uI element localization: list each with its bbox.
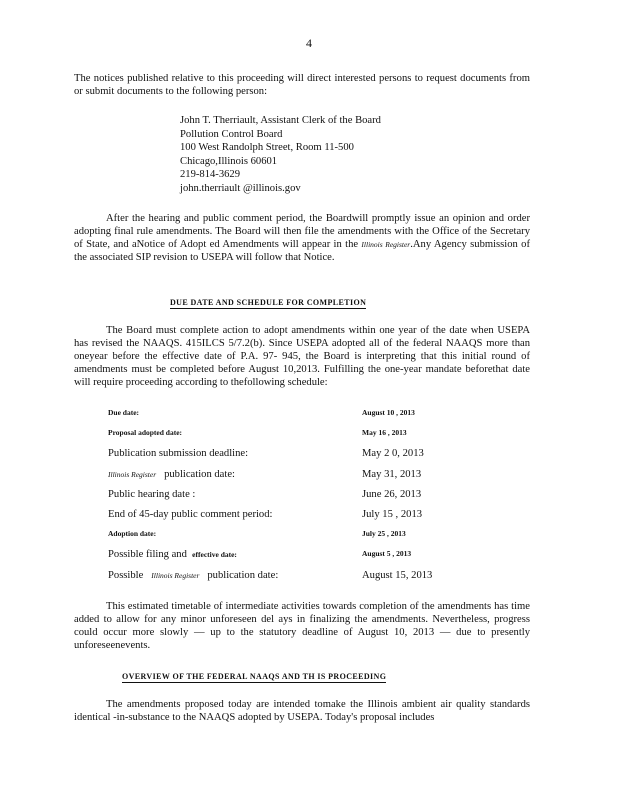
schedule-label: Publication submission deadline: bbox=[108, 448, 249, 460]
schedule-label-rest: publication date: bbox=[207, 569, 279, 581]
schedule-label: Proposal adopted date: bbox=[108, 428, 183, 438]
register-italic: Illinois Register bbox=[151, 570, 200, 580]
after-hearing-text-2: .Any Agency submission of the associated SIP revision to USEPA will follow that Notice. bbox=[74, 239, 530, 263]
schedule-date: August 10 , 2013 bbox=[362, 408, 415, 417]
board-must-paragraph bbox=[74, 324, 530, 389]
schedule-row bbox=[108, 509, 468, 529]
amendments-paragraph bbox=[74, 698, 530, 724]
contact-street: 100 West Randolph Street, Room 11-500 bbox=[180, 142, 354, 153]
page-number: 4 bbox=[306, 36, 312, 50]
schedule-label bbox=[108, 570, 278, 581]
schedule-label: End of 45-day public comment period: bbox=[108, 508, 273, 520]
schedule-row bbox=[108, 489, 468, 509]
schedule-row bbox=[108, 448, 468, 468]
schedule-label: Due date: bbox=[108, 408, 140, 417]
timetable-text: This estimated timetable of intermediate activities towards completion of the amendments has time added to allow for any minor unforeseen del ays in finalizing the amendments. Nevertheless, progress could occur more slowly — up to the statutory deadline of August 10, 2013 — due to presently unforeseenevents. bbox=[74, 601, 530, 651]
section-heading-overview: OVERVIEW OF THE FEDERAL NAAQS AND TH IS PROCEEDING bbox=[122, 672, 387, 681]
register-italic: Illinois Register bbox=[361, 240, 411, 249]
schedule-date: May 16 , 2013 bbox=[362, 428, 407, 438]
schedule-label-small: effective date: bbox=[192, 550, 237, 560]
timetable-paragraph bbox=[74, 600, 530, 652]
schedule-label bbox=[108, 549, 237, 560]
schedule-label-plain: Possible filing and bbox=[108, 549, 187, 561]
schedule-date: July 15 , 2013 bbox=[362, 508, 423, 520]
schedule-date: August 5 , 2013 bbox=[362, 549, 412, 559]
schedule-table bbox=[108, 408, 468, 590]
schedule-label bbox=[108, 469, 235, 480]
schedule-row bbox=[108, 529, 468, 549]
amendments-text: The amendments proposed today are intended tomake the Illinois ambient air quality standards identical -in-substance to the NAAQS adopted by USEPA. Today's proposal includes bbox=[74, 699, 530, 723]
contact-name: John T. Therriault, Assistant Clerk of the Board bbox=[180, 115, 381, 126]
schedule-date: June 26, 2013 bbox=[362, 488, 422, 500]
register-italic: Illinois Register bbox=[108, 469, 157, 479]
contact-email: john.therriault @illinois.gov bbox=[180, 182, 301, 194]
intro-paragraph: The notices published relative to this proceeding will direct interested persons to request documents from or submit documents to the following person: bbox=[74, 73, 530, 97]
contact-block bbox=[180, 114, 381, 195]
schedule-row bbox=[108, 428, 468, 448]
schedule-row bbox=[108, 469, 468, 489]
after-hearing-paragraph bbox=[74, 212, 530, 264]
schedule-row bbox=[108, 570, 468, 590]
schedule-label: Adoption date: bbox=[108, 529, 157, 539]
schedule-label-rest: publication date: bbox=[164, 468, 235, 480]
schedule-date: July 25 , 2013 bbox=[362, 529, 406, 539]
after-hearing-text: After the hearing and public comment period, the Boardwill promptly issue an opinion and order adopting final rule amendments. The Board will then file the amendments with the Office of the Secretary of State, and aNotice of Adopt ed Amendments will appear in the bbox=[74, 213, 530, 250]
contact-city: Chicago,Illinois 60601 bbox=[180, 155, 278, 167]
schedule-label: Public hearing date : bbox=[108, 488, 196, 500]
schedule-row bbox=[108, 408, 468, 428]
contact-org: Pollution Control Board bbox=[180, 128, 283, 140]
schedule-row bbox=[108, 549, 468, 569]
schedule-date: May 2 0, 2013 bbox=[362, 448, 424, 460]
schedule-date: August 15, 2013 bbox=[362, 569, 433, 581]
board-must-text: The Board must complete action to adopt amendments within one year of the date when USEPA has revised the NAAQS. 415ILCS 5/7.2(b). Since USEPA adopted all of the federal NAAQS more than oneyear before the effective date of P.A. 97- 945, the Board is interpreting that this initial round of amendments must be completed before August 10,2013. Fulfilling the one-year mandate beforethat date will require proceeding according to thefollowing schedule: bbox=[74, 325, 530, 388]
schedule-date: May 31, 2013 bbox=[362, 468, 422, 480]
schedule-label-plain: Possible bbox=[108, 569, 144, 581]
section-heading-due-date: DUE DATE AND SCHEDULE FOR COMPLETION bbox=[170, 298, 367, 307]
contact-phone: 219-814-3629 bbox=[180, 169, 241, 180]
